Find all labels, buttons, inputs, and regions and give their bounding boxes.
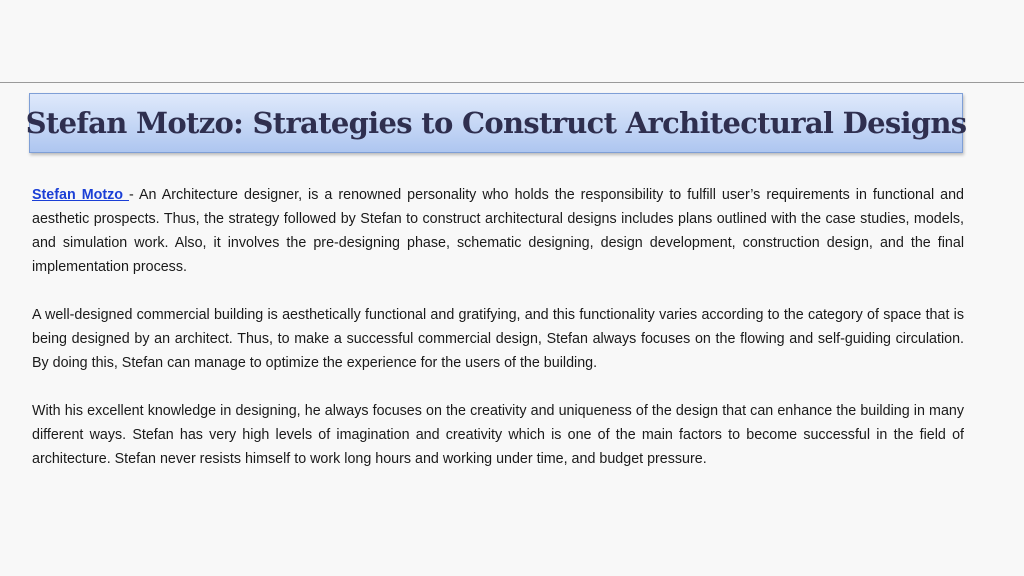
paragraph-1	[32, 183, 964, 279]
article-body	[32, 183, 964, 495]
title-banner	[25, 93, 967, 153]
top-divider	[0, 82, 1024, 83]
page-title: Stefan Motzo: Strategies to Construct Architectural Designs	[25, 106, 967, 140]
paragraph-3: With his excellent knowledge in designing, he always focuses on the creativity and uniqueness of the design that can enhance the building in many different ways. Stefan has very high levels of imagination and creativity which is one of the main factors to become successful in the field of architecture. Stefan never resists himself to work long hours and working under time, and budget pressure.	[32, 403, 964, 467]
paragraph-1-text: - An Architecture designer, is a renowned personality who holds the responsibility to fulfill user’s requirements in functional and aesthetic prospects. Thus, the strategy followed by Stefan to construct architectural designs includes plans outlined with the case studies, models, and simulation work. Also, it involves the pre-designing phase, schematic designing, design development, construction design, and the final implementation process.	[32, 187, 964, 275]
author-link[interactable]: Stefan Motzo	[32, 187, 130, 203]
paragraph-2: A well-designed commercial building is aesthetically functional and gratifying, and this functionality varies according to the category of space that is being designed by an architect. Thus, to make a successful commercial design, Stefan always focuses on the flowing and self-guiding circulation. By doing this, Stefan can manage to optimize the experience for the users of the building.	[32, 307, 964, 371]
